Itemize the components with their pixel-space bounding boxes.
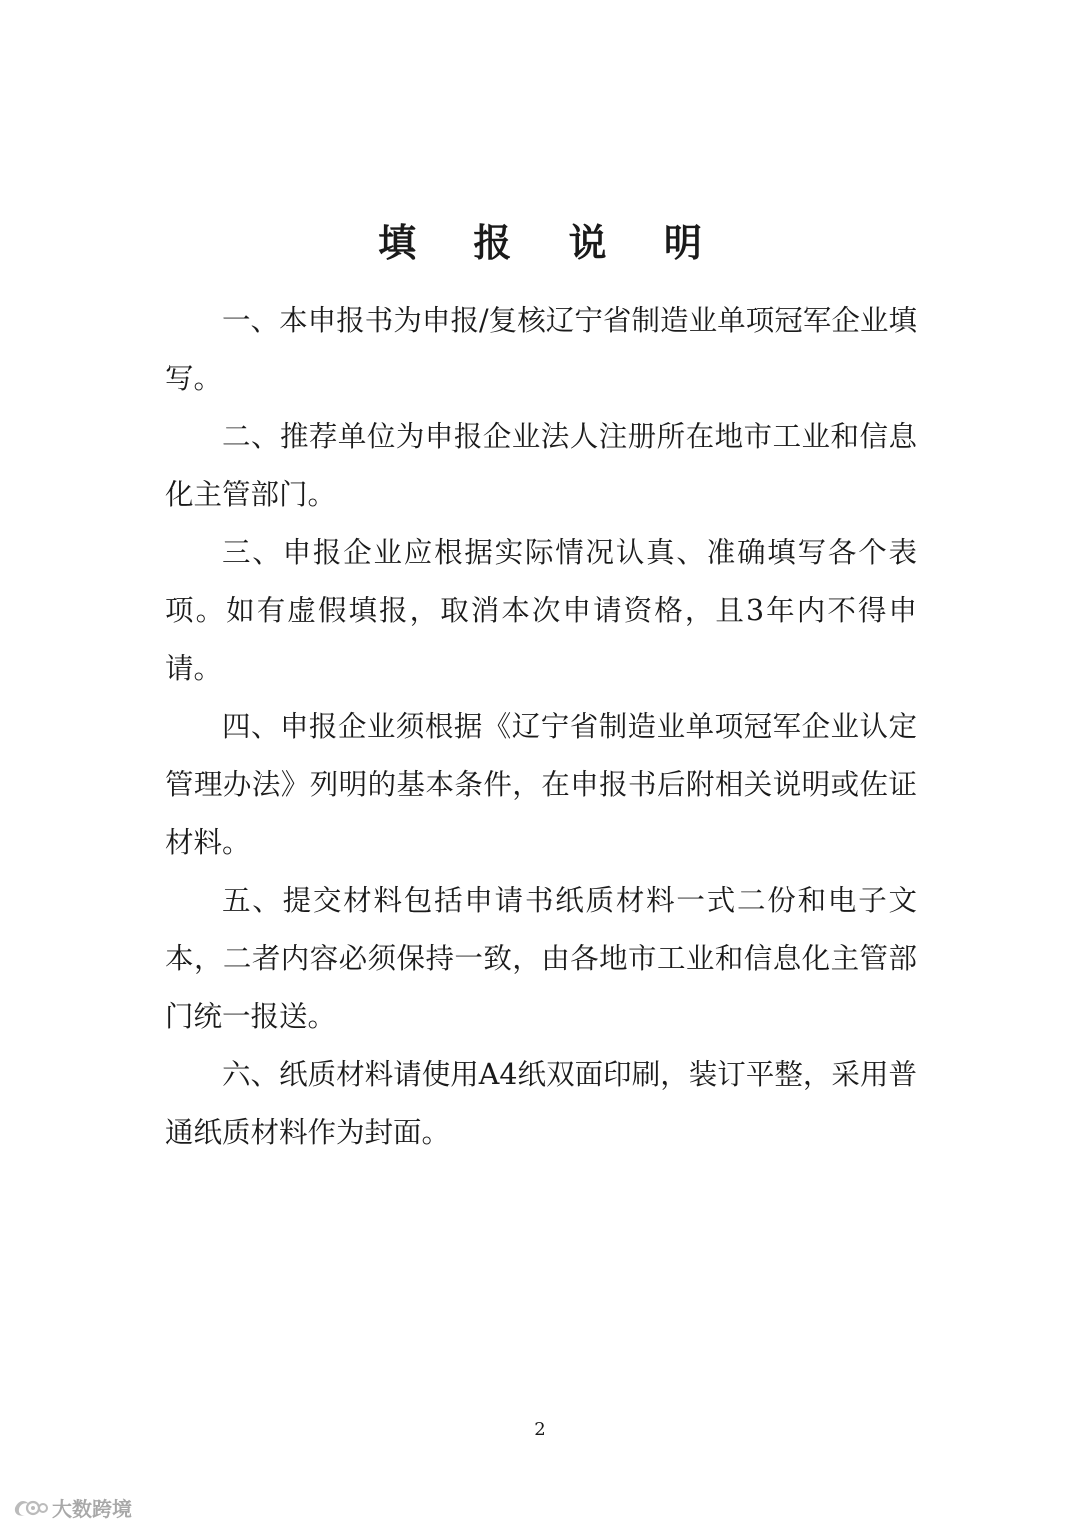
- watermark: [12, 1494, 132, 1520]
- page-number: 2: [534, 1419, 546, 1440]
- document-title: 填 报 说 明: [378, 220, 724, 265]
- instruction-paragraph-3: 三、申报企业应根据实际情况认真、准确填写各个表项。如有虚假填报，取消本次申请资格，且3年内不得申请。: [165, 536, 917, 685]
- instruction-paragraph-2: 二、推荐单位为申报企业法人注册所在地市工业和信息化主管部门。: [165, 420, 917, 511]
- weibo-eye-logo-icon: [12, 1496, 48, 1518]
- instruction-paragraph-5: 五、提交材料包括申请书纸质材料一式二份和电子文本，二者内容必须保持一致，由各地市工业和信息化主管部门统一报送。: [165, 884, 917, 1033]
- instruction-paragraph-4: 四、申报企业须根据《辽宁省制造业单项冠军企业认定管理办法》列明的基本条件，在申报书后附相关说明或佐证材料。: [165, 710, 917, 859]
- instruction-paragraph-1: 一、本申报书为申报/复核辽宁省制造业单项冠军企业填写。: [165, 304, 917, 395]
- instructions-body: [165, 292, 917, 1162]
- instruction-paragraph-6: 六、纸质材料请使用A4纸双面印刷，装订平整，采用普通纸质材料作为封面。: [165, 1058, 917, 1149]
- watermark-text: 大数跨境: [52, 1496, 132, 1521]
